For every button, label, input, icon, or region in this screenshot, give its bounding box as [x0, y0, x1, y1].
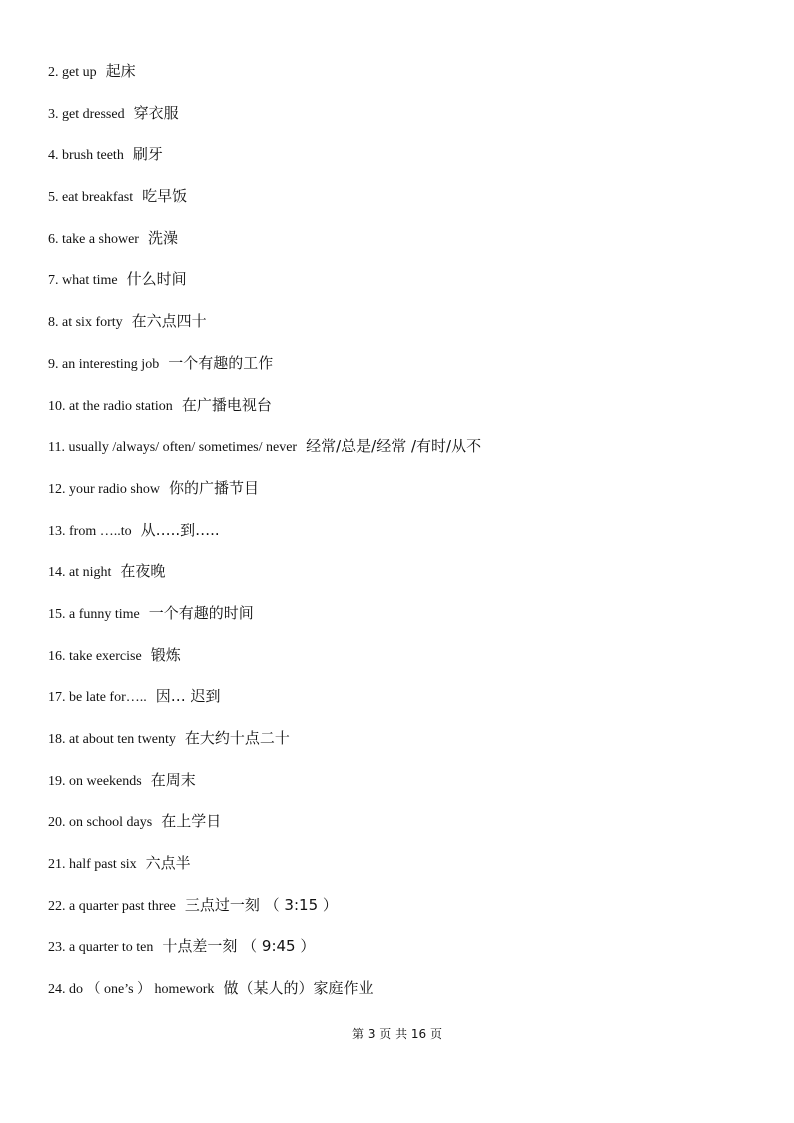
phrase-list	[48, 58, 748, 1017]
phrase-english: 18. at about ten twenty	[48, 732, 176, 747]
phrase-item	[48, 350, 748, 392]
phrase-english: 21. half past six	[48, 857, 137, 873]
phrase-chinese: 三点过一刻 （ 3:15 ）	[184, 895, 338, 914]
phrase-english: 17. be late for…..	[48, 690, 147, 706]
phrase-item	[48, 600, 748, 642]
phrase-english: 13. from …..to	[48, 523, 132, 539]
phrase-english: 2. get up	[48, 65, 97, 80]
phrase-chinese: 在大约十点二十	[184, 729, 290, 747]
phrase-english: 4. brush teeth	[48, 148, 124, 164]
phrase-item	[48, 58, 748, 100]
phrase-chinese: 在周末	[150, 770, 196, 789]
phrase-english: 12. your radio show	[48, 481, 160, 497]
phrase-english: 11. usually /always/ often/ sometimes/ never	[48, 440, 298, 456]
phrase-english: 7. what time	[48, 273, 118, 289]
phrase-english: 16. take exercise	[48, 648, 142, 664]
phrase-item	[48, 683, 748, 725]
phrase-item	[48, 725, 748, 767]
phrase-item	[48, 975, 748, 1017]
phrase-item	[48, 850, 748, 892]
phrase-chinese: 穿衣服	[133, 103, 179, 122]
phrase-item	[48, 141, 748, 183]
phrase-chinese: 一个有趣的时间	[148, 603, 254, 622]
phrase-english: 5. eat breakfast	[48, 190, 134, 206]
phrase-item	[48, 767, 748, 809]
phrase-chinese: 六点半	[145, 854, 191, 873]
phrase-english: 19. on weekends	[48, 773, 142, 789]
phrase-item	[48, 642, 748, 684]
phrase-item	[48, 808, 748, 850]
phrase-item	[48, 517, 748, 559]
phrase-item	[48, 225, 748, 267]
phrase-chinese: 锻炼	[150, 645, 181, 664]
phrase-chinese: 起床	[105, 62, 136, 80]
phrase-chinese: 因… 迟到	[155, 687, 221, 706]
phrase-chinese: 在广播电视台	[181, 395, 272, 414]
phrase-english: 6. take a shower	[48, 231, 139, 247]
phrase-chinese: 刷牙	[132, 145, 163, 164]
phrase-chinese: 什么时间	[126, 270, 187, 289]
phrase-chinese: 吃早饭	[142, 187, 188, 206]
phrase-english: 3. get dressed	[48, 106, 125, 122]
phrase-chinese: 在夜晚	[120, 562, 166, 581]
phrase-chinese: 在六点四十	[131, 312, 207, 331]
phrase-item	[48, 475, 748, 517]
phrase-chinese: 从…..到…..	[140, 520, 220, 539]
phrase-item	[48, 433, 748, 475]
phrase-chinese: 做（某人的）家庭作业	[223, 979, 374, 998]
phrase-item	[48, 933, 748, 975]
phrase-english: 10. at the radio station	[48, 398, 173, 414]
phrase-chinese: 洗澡	[147, 228, 178, 247]
phrase-english: 20. on school days	[48, 815, 153, 831]
phrase-item	[48, 392, 748, 434]
phrase-english: 15. a funny time	[48, 606, 140, 622]
phrase-item	[48, 100, 748, 142]
phrase-chinese: 在上学日	[161, 812, 222, 831]
phrase-item	[48, 892, 748, 934]
phrase-chinese: 经常/总是/经常 /有时/从不	[306, 437, 482, 456]
page-footer: 第 3 页 共 16 页	[352, 1027, 442, 1041]
phrase-english: 8. at six forty	[48, 315, 123, 331]
phrase-english: 22. a quarter past three	[48, 898, 176, 914]
phrase-english: 14. at night	[48, 565, 112, 581]
phrase-english: 9. an interesting job	[48, 356, 160, 372]
phrase-chinese: 一个有趣的工作	[168, 353, 274, 372]
phrase-item	[48, 183, 748, 225]
phrase-chinese: 你的广播节目	[169, 478, 260, 497]
phrase-english: 24. do （ one’s ） homework	[48, 982, 215, 998]
phrase-chinese: 十点差一刻 （ 9:45 ）	[162, 937, 316, 956]
phrase-item	[48, 558, 748, 600]
phrase-item	[48, 266, 748, 308]
phrase-item	[48, 308, 748, 350]
phrase-english: 23. a quarter to ten	[48, 940, 154, 956]
